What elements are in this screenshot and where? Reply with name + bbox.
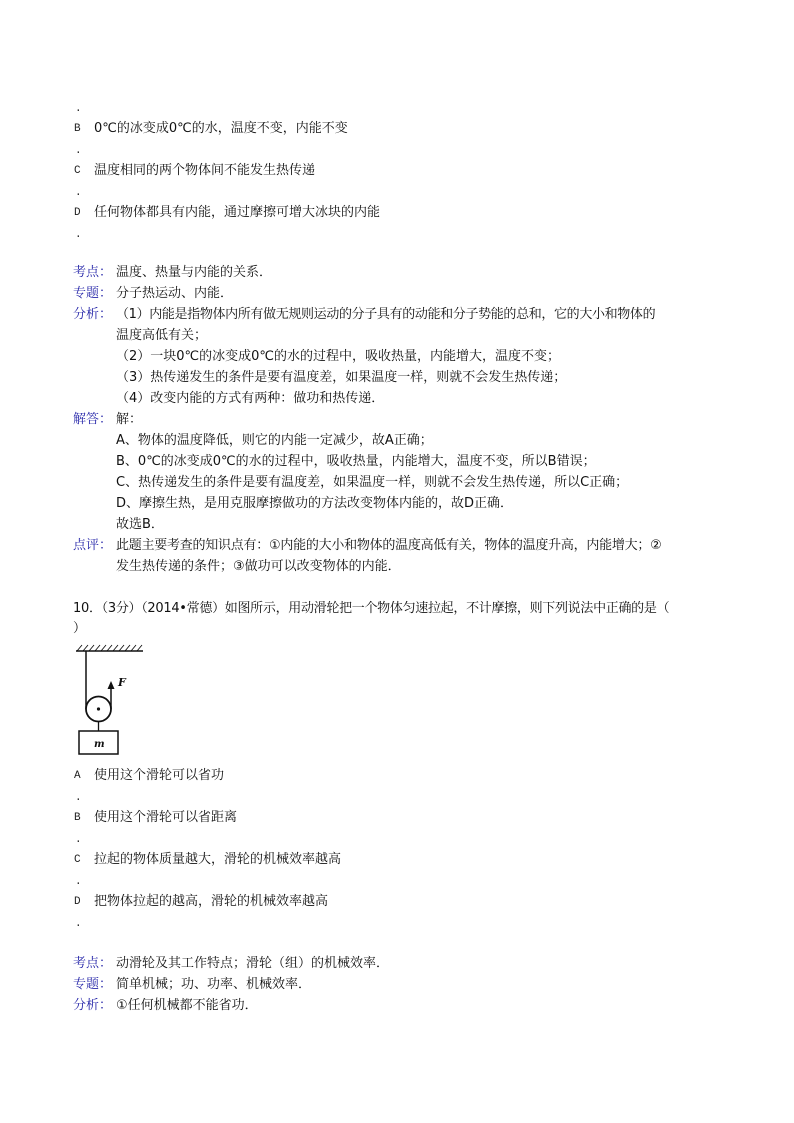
question-10-stem: 10．（3分）（2014•常德）如图所示，用动滑轮把一个物体匀速拉起，不计摩擦，则下列说法中正确的是（: [73, 601, 670, 616]
option-separator-dot: .: [75, 792, 82, 804]
q10-option-d-text: 把物体拉起的越高，滑轮的机械效率越高: [94, 894, 329, 909]
q10-option-a-text: 使用这个滑轮可以省功: [94, 768, 225, 783]
pull-arrow: [108, 681, 115, 689]
option-b-text: 0℃的冰变成0℃的水，温度不变，内能不变: [94, 121, 348, 136]
kaodian-text: 动滑轮及其工作特点；滑轮（组）的机械效率．: [116, 956, 390, 971]
dianping-line: 发生热传递的条件；③做功可以改变物体的内能．: [116, 559, 401, 574]
dianping-line: 此题主要考查的知识点有：①内能的大小和物体的温度高低有关，物体的温度升高，内能增大；②: [116, 538, 662, 553]
option-separator-dot: .: [75, 145, 82, 157]
jieda-line: D、摩擦生热，是用克服摩擦做功的方法改变物体内能的，故D正确．: [116, 496, 514, 511]
option-separator-dot: .: [75, 187, 82, 199]
fenxi-label: 分析：: [73, 998, 113, 1013]
q10-option-c-text: 拉起的物体质量越大，滑轮的机械效率越高: [94, 852, 342, 867]
jieda-line: 故选B．: [116, 517, 164, 532]
option-b-letter: B: [74, 123, 81, 135]
question-10-stem-end: ）: [73, 621, 87, 636]
fenxi-label: 分析：: [73, 307, 113, 322]
fenxi-text: ①任何机械都不能省功．: [116, 998, 258, 1013]
kaodian-label: 考点：: [73, 956, 113, 971]
fenxi-line: （2）一块0℃的冰变成0℃的水的过程中，吸收热量，内能增大，温度不变；: [116, 349, 561, 364]
mass-label: m: [94, 739, 105, 750]
zhuanti-text: 分子热运动、内能．: [116, 286, 234, 301]
movable-pulley-figure: [73, 643, 153, 758]
option-separator-dot: .: [75, 918, 82, 930]
option-c-text: 温度相同的两个物体间不能发生热传递: [94, 163, 316, 178]
option-separator-dot: .: [75, 229, 82, 241]
force-label: F: [118, 676, 126, 689]
zhuanti-text: 简单机械；功、功率、机械效率．: [116, 977, 312, 992]
q10-option-a-letter: A: [74, 770, 81, 782]
jieda-line: 解：: [116, 412, 143, 427]
q10-option-b-text: 使用这个滑轮可以省距离: [94, 810, 238, 825]
zhuanti-label: 专题：: [73, 286, 113, 301]
dianping-label: 点评：: [73, 538, 113, 553]
pulley-axle: [97, 707, 100, 710]
option-separator-dot: .: [75, 834, 82, 846]
q10-option-b-letter: B: [74, 812, 81, 824]
zhuanti-label: 专题：: [73, 977, 113, 992]
kaodian-text: 温度、热量与内能的关系．: [116, 265, 273, 280]
kaodian-label: 考点：: [73, 265, 113, 280]
option-d-text: 任何物体都具有内能，通过摩擦可增大冰块的内能: [94, 205, 381, 220]
option-c-letter: C: [74, 165, 81, 177]
fenxi-line: （3）热传递发生的条件是要有温度差，如果温度一样，则就不会发生热传递；: [116, 370, 567, 385]
q10-option-c-letter: C: [74, 854, 81, 866]
option-separator-dot: .: [75, 876, 82, 888]
fenxi-line: 温度高低有关；: [116, 328, 208, 343]
fenxi-line: （4）改变内能的方式有两种：做功和热传递．: [116, 391, 385, 406]
jieda-line: C、热传递发生的条件是要有温度差，如果温度一样，则就不会发生热传递，所以C正确；: [116, 475, 629, 490]
jieda-line: A、物体的温度降低，则它的内能一定减少，故A正确；: [116, 433, 433, 448]
ceiling-hatch: [76, 645, 143, 651]
fenxi-line: （1）内能是指物体内所有做无规则运动的分子具有的动能和分子势能的总和，它的大小和物体的: [116, 307, 656, 322]
option-separator-dot: .: [75, 103, 82, 115]
q10-option-d-letter: D: [74, 896, 81, 908]
option-d-letter: D: [74, 207, 81, 219]
jieda-line: B、0℃的冰变成0℃的水的过程中，吸收热量，内能增大，温度不变，所以B错误；: [116, 454, 596, 469]
jieda-label: 解答：: [73, 412, 113, 427]
